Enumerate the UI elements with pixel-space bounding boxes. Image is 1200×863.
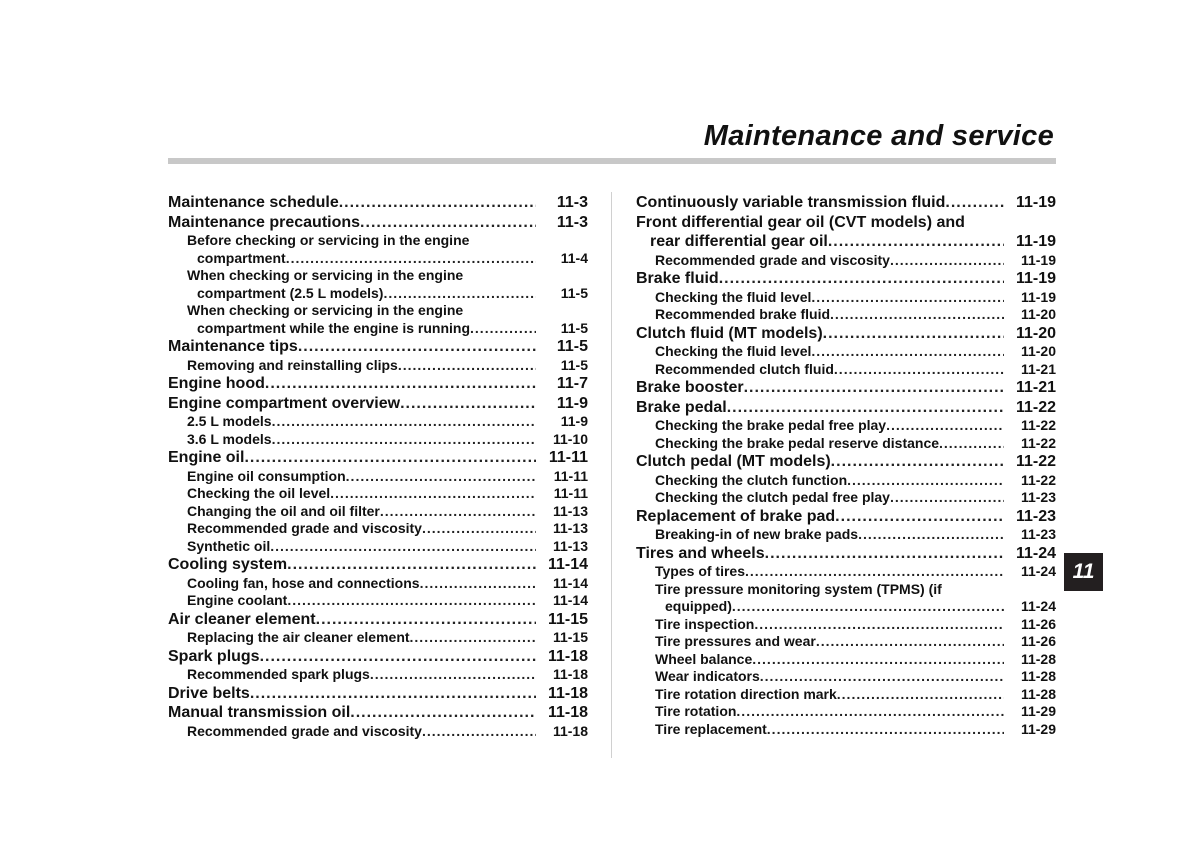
dot-leader [330,485,536,503]
toc-page-number: 11-22 [1015,453,1056,470]
dot-leader [816,633,1004,651]
toc-entry[interactable] [636,269,1056,289]
toc-page-number: 11-24 [1020,598,1056,614]
dot-leader [837,686,1004,704]
toc-subentry[interactable] [636,417,1056,435]
dot-leader [744,378,1004,398]
dot-leader [422,520,536,538]
toc-subentry[interactable] [636,361,1056,379]
toc-entry-label: Tire rotation direction mark [655,685,837,702]
toc-entry-label: Checking the fluid level [655,343,812,359]
dot-leader [745,563,1004,581]
dot-leader [886,417,1004,435]
dot-leader [265,374,536,394]
toc-page-number: 11-4 [560,249,588,266]
toc-page-number: 11-3 [556,194,588,211]
toc-entry-label: Maintenance schedule [168,194,339,211]
dot-leader [736,703,1004,721]
toc-right-column [636,193,1056,738]
dot-leader [890,489,1004,507]
toc-entry-label: Removing and reinstalling clips [187,356,398,373]
toc-page-number: 11-14 [547,556,588,573]
toc-entry-label: Changing the oil and oil filter [187,502,380,519]
toc-subentry[interactable] [636,526,1056,544]
toc-entry-label: compartment (2.5 L models) [197,284,384,301]
toc-entry-label: Continuously variable transmission fluid [636,194,946,211]
toc-subentry[interactable] [636,343,1056,361]
toc-entry-label: Recommended brake fluid [655,306,831,322]
toc-entry-label: 3.6 L models [187,430,272,447]
chapter-number: 11 [1072,560,1095,583]
toc-page-number: 11-5 [556,338,588,355]
toc-subentry[interactable] [168,575,588,593]
toc-entry-label: Tire pressures and wear [655,633,816,649]
dot-leader [831,452,1004,472]
toc-entry[interactable] [168,394,588,414]
chapter-tab[interactable] [1064,553,1103,591]
toc-entry-label: Checking the oil level [187,485,331,501]
toc-entry-label: Drive belts [168,684,250,702]
toc-page-number: 11-28 [1020,685,1056,702]
toc-entry-label: Engine hood [168,375,265,392]
toc-entry[interactable] [636,378,1056,398]
toc-entry-label: Checking the clutch pedal free play [655,489,890,505]
dot-leader [834,361,1004,379]
dot-leader [350,703,536,723]
toc-page-number: 11-11 [548,449,588,466]
toc-entry[interactable] [636,213,1056,252]
toc-subentry[interactable] [636,581,1056,616]
toc-entry-label: Cooling fan, hose and connections [187,574,420,591]
toc-page-number: 11-29 [1020,703,1056,719]
toc-subentry[interactable] [168,413,588,431]
dot-leader [765,544,1004,564]
toc-entry-label: compartment while the engine is running [197,319,471,336]
toc-page-number: 11-18 [547,684,588,702]
toc-entry-label: Air cleaner element [168,610,316,628]
dot-leader [316,610,536,630]
toc-page-number: 11-19 [1015,270,1056,287]
toc-entry-label: When checking or servicing in the engine [187,267,464,283]
toc-entry[interactable] [636,507,1056,527]
toc-page-number: 11-15 [552,629,588,645]
toc-subentry[interactable] [168,232,588,267]
toc-page-number: 11-22 [1020,434,1056,451]
toc-page-number: 11-19 [1020,288,1056,305]
toc-subentry[interactable] [636,633,1056,651]
toc-page-number: 11-24 [1020,563,1056,579]
toc-page-number: 11-24 [1015,544,1056,562]
dot-leader [727,398,1004,418]
toc-subentry[interactable] [168,538,588,556]
toc-subentry[interactable] [636,472,1056,490]
toc-entry[interactable] [636,398,1056,418]
toc-page-number: 11-3 [556,213,588,231]
toc-subentry[interactable] [168,666,588,684]
toc-subentry[interactable] [168,485,588,503]
dot-leader [858,526,1004,544]
toc-entry-label: Engine oil consumption [187,467,346,484]
dot-leader [286,250,536,268]
toc-entry[interactable] [636,544,1056,564]
dot-leader [400,394,536,414]
toc-entry-label: Recommended grade and viscosity [187,520,422,536]
toc-entry-label: Clutch pedal (MT models) [636,453,831,470]
toc-entry[interactable] [168,213,588,233]
toc-entry-label: Checking the brake pedal free play [655,417,887,433]
toc-entry-label: Clutch fluid (MT models) [636,324,823,342]
toc-page-number: 11-14 [552,574,588,591]
dot-leader [272,413,536,431]
toc-entry-label: Maintenance precautions [168,213,361,231]
dot-leader [380,503,536,521]
toc-page-number: 11-13 [552,520,588,536]
dot-leader [287,592,536,610]
dot-leader [270,538,536,556]
toc-page-number: 11-20 [1020,343,1056,359]
toc-entry-label: rear differential gear oil [650,233,828,250]
toc-page-number: 11-10 [552,430,588,447]
toc-entry-label: Cooling system [168,556,288,573]
toc-entry-label: Tire rotation [655,703,737,719]
toc-subentry[interactable] [636,306,1056,324]
toc-subentry[interactable] [636,703,1056,721]
toc-page-number: 11-18 [552,722,588,739]
toc-subentry[interactable] [168,629,588,647]
dot-leader [719,269,1004,289]
toc-subentry[interactable] [636,435,1056,453]
dot-leader [939,435,1004,453]
toc-entry[interactable] [636,193,1056,213]
toc-page-number: 11-21 [1020,360,1056,377]
toc-entry-label: Recommended grade and viscosity [187,722,422,739]
toc-page-number: 11-15 [547,610,588,628]
toc-subentry[interactable] [168,357,588,375]
toc-page-number: 11-5 [560,356,588,373]
toc-entry-label: Brake fluid [636,270,719,287]
dot-leader [422,723,536,741]
toc-entry-label: Wear indicators [655,668,760,684]
toc-entry-label: Brake booster [636,379,744,396]
dot-leader [760,668,1004,686]
toc-subentry[interactable] [636,651,1056,669]
toc-page-number: 11-19 [1015,233,1056,250]
toc-entry-label: Checking the fluid level [655,288,812,305]
toc-subentry[interactable] [168,468,588,486]
toc-entry-label: equipped) [665,598,732,614]
toc-entry-label: Checking the brake pedal reserve distance [655,434,940,451]
toc-page-number: 11-11 [553,485,588,501]
toc-subentry[interactable] [168,302,588,337]
toc-page-number: 11-21 [1015,379,1056,396]
toc-entry-label: Maintenance tips [168,338,298,355]
toc-page-number: 11-5 [560,284,588,301]
toc-entry[interactable] [636,452,1056,472]
dot-leader [823,324,1004,344]
dot-leader [767,721,1004,739]
dot-leader [370,666,536,684]
toc-entry-label: Breaking-in of new brake pads [655,526,859,542]
dot-leader [945,193,1004,213]
toc-subentry[interactable] [636,686,1056,704]
toc-entry[interactable] [168,703,588,723]
toc-page-number: 11-9 [556,394,588,412]
toc-subentry[interactable] [168,431,588,449]
toc-entry-label: Tire inspection [655,615,755,632]
toc-subentry[interactable] [168,592,588,610]
toc-page-number: 11-23 [1015,507,1056,525]
toc-page-number: 11-19 [1020,251,1056,268]
toc-subentry[interactable] [636,616,1056,634]
dot-leader [811,343,1004,361]
toc-subentry[interactable] [168,267,588,302]
toc-entry-label: Tire replacement [655,720,767,737]
toc-subentry[interactable] [636,721,1056,739]
dot-leader [244,448,536,468]
toc-page-number: 11-22 [1015,398,1056,416]
toc-entry-label: When checking or servicing in the engine [187,302,464,318]
toc-subentry[interactable] [168,503,588,521]
toc-page-number: 11-9 [560,413,588,429]
toc-entry-label: Replacement of brake pad [636,507,836,525]
toc-entry-label: Engine oil [168,449,245,466]
dot-leader [272,431,536,449]
dot-leader [835,507,1004,527]
column-divider [611,192,612,758]
toc-page-number: 11-22 [1020,417,1056,433]
dot-leader [830,306,1004,324]
toc-entry-label: 2.5 L models [187,413,272,429]
toc-page-number: 11-18 [547,704,588,721]
dot-leader [398,357,536,375]
toc-entry-label: Tires and wheels [636,544,765,562]
toc-page-number: 11-23 [1020,526,1056,542]
toc-entry[interactable] [168,555,588,575]
dot-leader [847,472,1004,490]
toc-entry-label: Recommended grade and viscosity [655,251,890,268]
toc-page-number: 11-5 [560,319,588,336]
toc-entry-label: compartment [197,249,286,266]
title-rule [168,158,1056,164]
toc-page-number: 11-14 [552,592,588,608]
toc-page-number: 11-19 [1015,194,1056,211]
toc-entry-label: Tire pressure monitoring system (TPMS) (if [655,580,942,597]
toc-entry[interactable] [168,448,588,468]
toc-entry-label: Checking the clutch function [655,471,848,488]
toc-entry-label: Engine coolant [187,592,288,608]
toc-subentry[interactable] [636,489,1056,507]
toc-page-number: 11-11 [553,467,588,484]
toc-page-number: 11-23 [1020,489,1056,505]
dot-leader [383,285,536,303]
toc-entry-label: Engine compartment overview [168,394,401,412]
dot-leader [470,320,536,338]
toc-entry-label: Spark plugs [168,647,260,665]
page-title: Maintenance and service [703,120,1054,152]
toc-page-number: 11-7 [556,375,588,392]
toc-entry-label: Wheel balance [655,650,753,667]
toc-page-number: 11-13 [552,537,588,554]
toc-entry-label: Synthetic oil [187,537,271,554]
dot-leader [752,651,1004,669]
toc-page-number: 11-26 [1020,633,1056,649]
dot-leader [811,289,1004,307]
dot-leader [298,337,536,357]
toc-entry-label: Brake pedal [636,398,727,416]
toc-subentry[interactable] [168,520,588,538]
toc-entry-label: Recommended clutch fluid [655,360,834,377]
toc-page-number: 11-29 [1020,720,1056,737]
dot-leader [360,213,536,233]
toc-entry-label: Types of tires [655,563,745,579]
dot-leader [890,252,1004,270]
toc-subentry[interactable] [636,668,1056,686]
toc-entry-label: Manual transmission oil [168,704,351,721]
toc-page-number: 11-18 [547,647,588,665]
toc-entry[interactable] [168,193,588,213]
dot-leader [339,193,536,213]
toc-page-number: 11-20 [1020,306,1056,322]
toc-page-number: 11-18 [552,666,588,682]
toc-entry[interactable] [168,610,588,630]
toc-entry-label: Replacing the air cleaner element [187,629,410,645]
toc-entry[interactable] [168,647,588,667]
toc-entry[interactable] [168,374,588,394]
toc-page-number: 11-20 [1015,324,1056,342]
toc-subentry[interactable] [636,563,1056,581]
toc-entry-label: Before checking or servicing in the engine [187,232,470,248]
toc-page-number: 11-28 [1020,650,1056,667]
toc-page-number: 11-22 [1020,471,1056,488]
toc-entry-label: Front differential gear oil (CVT models) and [636,213,965,231]
dot-leader [828,232,1004,252]
dot-leader [410,629,536,647]
toc-subentry[interactable] [636,289,1056,307]
toc-entry[interactable] [636,324,1056,344]
dot-leader [754,616,1004,634]
toc-page-number: 11-28 [1020,668,1056,684]
dot-leader [287,555,536,575]
toc-page-number: 11-13 [552,502,588,519]
toc-left-column [168,193,588,740]
dot-leader [250,684,536,704]
dot-leader [732,598,1004,616]
dot-leader [346,468,536,486]
toc-entry[interactable] [168,684,588,704]
dot-leader [260,647,536,667]
toc-page-number: 11-26 [1020,615,1056,632]
toc-entry[interactable] [168,337,588,357]
toc-entry-label: Recommended spark plugs [187,666,370,682]
dot-leader [420,575,536,593]
toc-subentry[interactable] [636,252,1056,270]
toc-subentry[interactable] [168,723,588,741]
